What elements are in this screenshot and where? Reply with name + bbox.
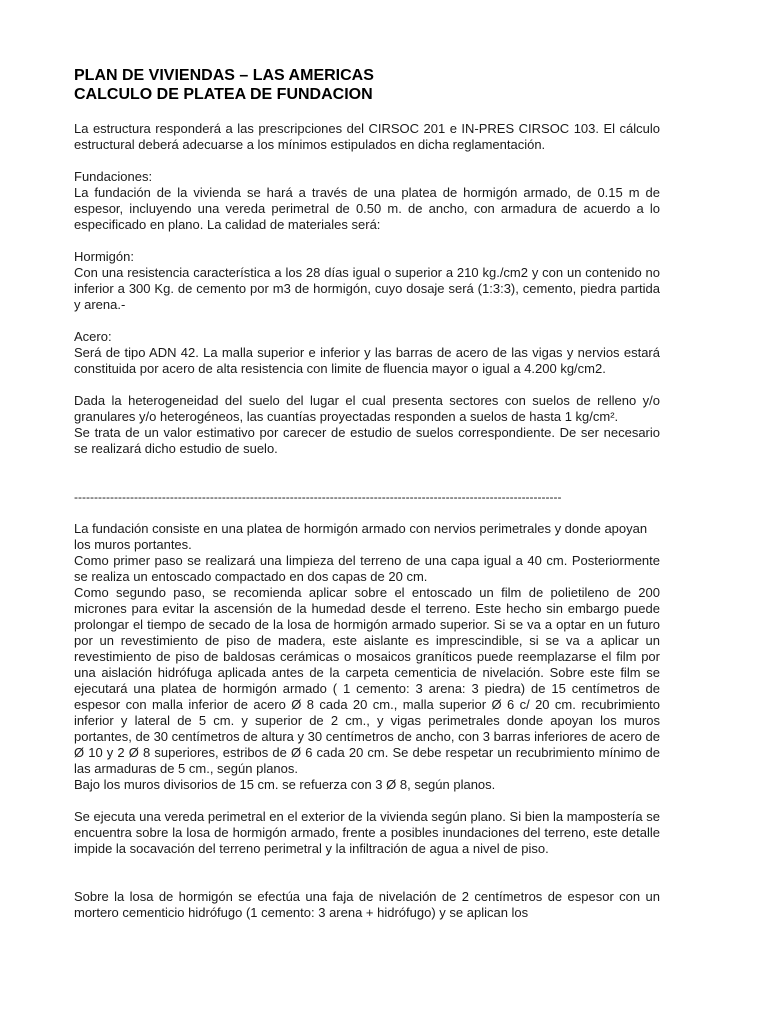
body-paragraph-4: Bajo los muros divisorios de 15 cm. se refuerza con 3 Ø 8, según planos. — [74, 777, 496, 792]
fundaciones-heading: Fundaciones: — [74, 169, 153, 184]
intro-paragraph: La estructura responderá a las prescripciones del CIRSOC 201 e IN-PRES CIRSOC 103. El cálculo estructural deberá adecuarse a los mínimos estipulados en dicha reglamentación. — [74, 121, 660, 152]
hormigon-heading: Hormigón: — [74, 249, 134, 264]
document-title-line-2: CALCULO DE PLATEA DE FUNDACION — [74, 86, 373, 103]
document-title-line-1: PLAN DE VIVIENDAS – LAS AMERICAS — [74, 67, 374, 84]
acero-paragraph: Será de tipo ADN 42. La malla superior e inferior y las barras de acero de las vigas y nervios estará constituida por acero de alta resistencia con limite de fluencia mayor o igual a 4.200 kg/cm2. — [74, 345, 660, 376]
dashed-divider: -------------------------------------------------------------------------------------------------------------------------- — [74, 490, 562, 504]
body-paragraph-3: Como segundo paso, se recomienda aplicar sobre el entoscado un film de polietileno de 200 micrones para evitar la ascensión de la humedad desde el terreno. Este hecho sin embargo puede prolongar el tiempo de secado de la losa de hormigón armado superior. Si se va a optar en un futuro por un revestimiento de piso de madera, este aislante es imprescindible, si se va a aplicar un revestimiento de piso de baldosas cerámicas o mosaicos graníticos puede reemplazarse el film por una aislación hidrófuga aplicada antes de la carpeta cementicia de nivelación. Sobre este film se ejecutará una platea de hormigón armado ( 1 cemento: 3 arena: 3 piedra) de 15 centímetros de espesor con malla inferior de acero Ø 8 cada 20 cm., malla superior Ø 6 c/ 20 cm. recubrimiento inferior y lateral de 5 cm. y superior de 2 cm., y vigas perimetrales donde apoyan los muros portantes, de 30 centímetros de altura y 30 centímetros de ancho, con 3 barras inferiores de acero de Ø 10 y 2 Ø 8 superiores, estribos de Ø 6 cada 20 cm. Se debe respetar un recubrimiento mínimo de las armaduras de 5 cm., según planos. — [74, 585, 660, 776]
suelo-paragraph-1: Dada la heterogeneidad del suelo del lugar el cual presenta sectores con suelos de relleno y/o granulares y/o heterogéneos, las cuantías proyectadas responden a suelos de hasta 1 kg/cm². — [74, 393, 660, 424]
body-paragraph-1: La fundación consiste en una platea de hormigón armado con nervios perimetrales y donde apoyan los muros portantes. — [74, 521, 648, 552]
fundaciones-paragraph: La fundación de la vivienda se hará a través de una platea de hormigón armado, de 0.15 m de espesor, incluyendo una vereda perimetral de 0.50 m. de ancho, con armadura de acuerdo a lo especificado en plano. La calidad de materiales será: — [74, 185, 660, 232]
document-page — [74, 66, 660, 921]
hormigon-paragraph: Con una resistencia característica a los 28 días igual o superior a 210 kg./cm2 y con un contenido no inferior a 300 Kg. de cemento por m3 de hormigón, cuyo dosaje será (1:3:3), cemento, piedra partida y arena.- — [74, 265, 660, 312]
body-paragraph-2: Como primer paso se realizará una limpieza del terreno de una capa igual a 40 cm. Posteriormente se realiza un entoscado compactado en dos capas de 20 cm. — [74, 553, 660, 584]
suelo-paragraph-2: Se trata de un valor estimativo por carecer de estudio de suelos correspondiente. De ser necesario se realizará dicho estudio de suelo. — [74, 425, 660, 456]
body-paragraph-6: Sobre la losa de hormigón se efectúa una faja de nivelación de 2 centímetros de espesor con un mortero cementicio hidrófugo (1 cemento: 3 arena + hidrófugo) y se aplican los — [74, 889, 660, 920]
body-paragraph-5: Se ejecuta una vereda perimetral en el exterior de la vivienda según plano. Si bien la mampostería se encuentra sobre la losa de hormigón armado, frente a posibles inundaciones del terreno, este detalle impide la socavación del terreno perimetral y la infiltración de agua a nivel de piso. — [74, 809, 660, 856]
acero-heading: Acero: — [74, 329, 112, 344]
